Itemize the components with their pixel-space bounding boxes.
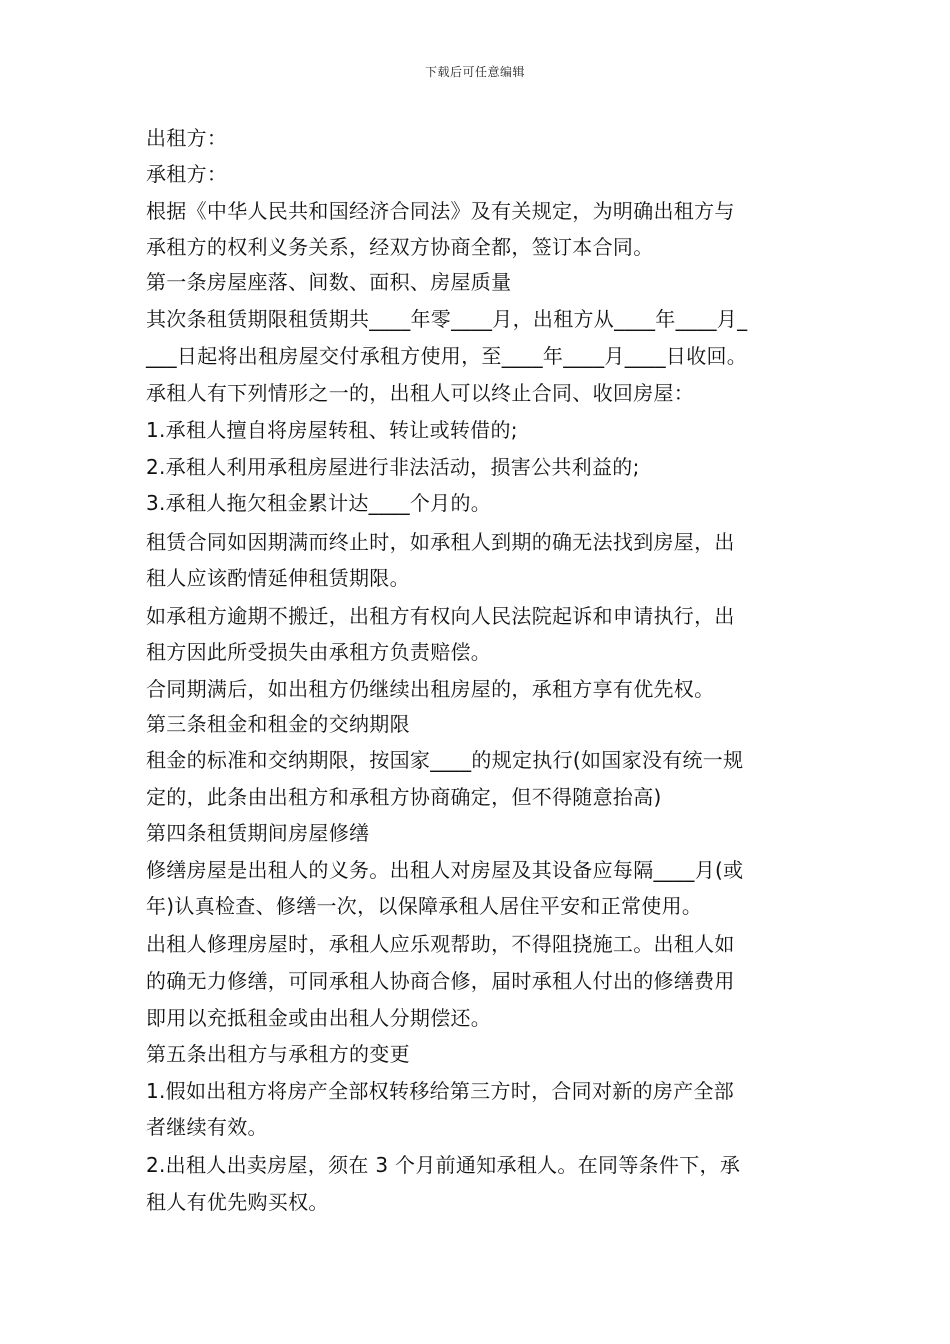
list-item: 2.出租人出卖房屋，须在 3 个月前通知承租人。在同等条件下，承 (146, 1153, 741, 1177)
text-line: ___日起将出租房屋交付承租方使用，至____年____月____日收回。 (146, 344, 748, 368)
list-item: 者继续有效。 (146, 1115, 268, 1139)
text-line: 修缮房屋是出租人的义务。出租人对房屋及其设备应每隔____月(或 (146, 858, 744, 882)
text-line: 租方因此所受损失由承租方负责赔偿。 (146, 640, 492, 664)
list-item: 3.承租人拖欠租金累计达____个月的。 (146, 491, 492, 515)
text-line: 年)认真检查、修缮一次，以保障承租人居住平安和正常使用。 (146, 894, 703, 918)
list-item: 租人有优先购买权。 (146, 1190, 329, 1214)
text-line: 的确无力修缮，可同承租人协商合修，届时承租人付出的修缮费用 (146, 969, 735, 993)
text-line: 租金的标准和交纳期限，按国家____的规定执行(如国家没有统一规 (146, 748, 744, 772)
text-line: 其次条租赁期限租赁期共____年零____月，出租方从____年____月_ (146, 307, 748, 331)
text-line: 承租人有下列情形之一的，出租人可以终止合同、收回房屋： (146, 381, 695, 405)
text-line: 承租方： (146, 162, 228, 186)
page-header: 下载后可任意编辑 (424, 65, 525, 79)
list-item: 1.假如出租方将房产全部权转移给第三方时，合同对新的房产全部 (146, 1079, 735, 1103)
section-heading: 第一条房屋座落、间数、面积、房屋质量 (146, 270, 512, 294)
text-line: 即用以充抵租金或由出租人分期偿还。 (146, 1006, 492, 1030)
text-line: 租人应该酌情延伸租赁期限。 (146, 566, 410, 590)
list-item: 1.承租人擅自将房屋转租、转让或转借的; (146, 418, 518, 442)
section-heading: 第三条租金和租金的交纳期限 (146, 712, 410, 736)
text-line: 如承租方逾期不搬迁，出租方有权向人民法院起诉和申请执行，出 (146, 604, 735, 628)
text-line: 出租方： (146, 126, 228, 150)
text-line: 根据《中华人民共和国经济合同法》及有关规定，为明确出租方与 (146, 199, 735, 223)
text-line: 租赁合同如因期满而终止时，如承租人到期的确无法找到房屋，出 (146, 530, 735, 554)
text-line: 出租人修理房屋时，承租人应乐观帮助，不得阻挠施工。出租人如 (146, 932, 735, 956)
section-heading: 第五条出租方与承租方的变更 (146, 1042, 410, 1066)
text-line: 定的，此条由出租方和承租方协商确定，但不得随意抬高) (146, 785, 662, 809)
text-line: 承租方的权利义务关系，经双方协商全都，签订本合同。 (146, 235, 654, 259)
list-item: 2.承租人利用承租房屋进行非法活动，损害公共利益的; (146, 455, 640, 479)
text-line: 合同期满后，如出租方仍继续出租房屋的，承租方享有优先权。 (146, 677, 715, 701)
section-heading: 第四条租赁期间房屋修缮 (146, 821, 370, 845)
